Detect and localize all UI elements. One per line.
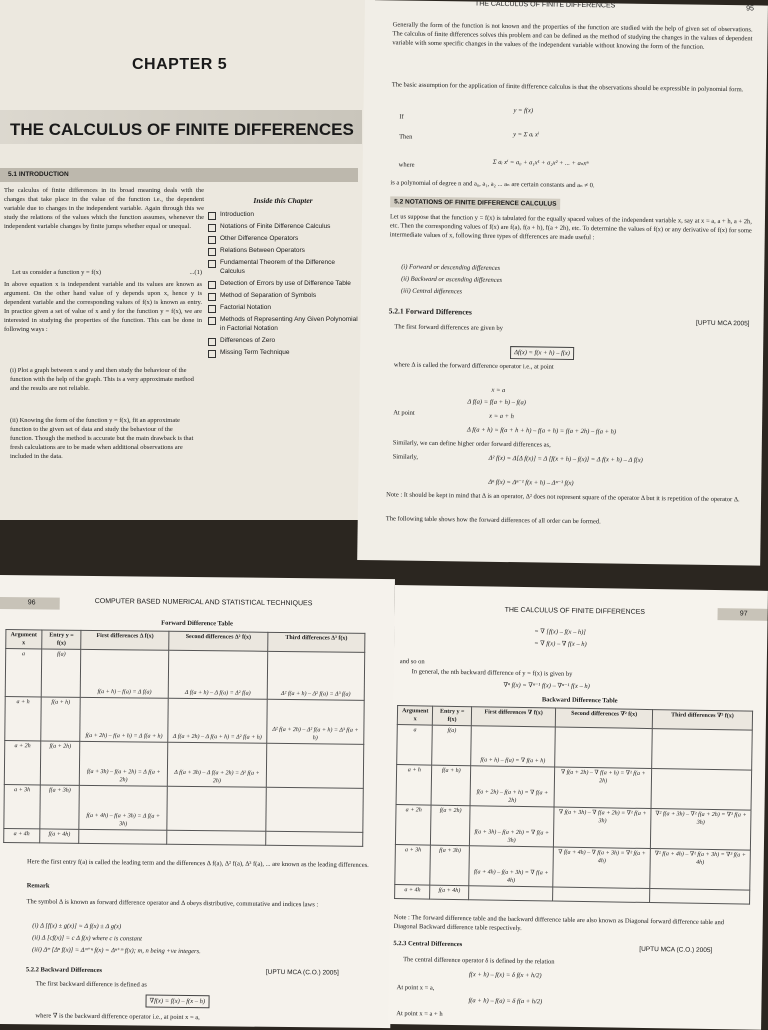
table-row <box>4 741 363 789</box>
third-diff-cell <box>650 889 750 905</box>
inside-chapter-title: Inside this Chapter <box>253 196 313 205</box>
remark-text: The symbol Δ is known as forward difference operator and Δ obeys distributive, commutative and indices laws : <box>26 898 319 909</box>
col-first-diff: First differences Δ f(x) <box>81 630 169 650</box>
col-second-diff: Second differences Δ² f(x) <box>169 631 268 651</box>
inside-item: Methods of Representing Any Given Polynomial in Factorial Notation <box>208 315 358 333</box>
first-diff-cell: f(a + 4h) – f(a + 3h) = Δ f(a + 3h) <box>79 785 167 830</box>
inside-chapter-list <box>208 210 358 357</box>
third-diff-cell <box>651 769 752 811</box>
note-paragraph: Note : It should be kept in mind that Δ is an operator, Δ² does not represent square of the operator Δ but it is repetition of the operator Δ. <box>386 491 740 504</box>
first-diff-cell: f(a + 3h) – f(a + 2h) = Δ f(a + 2h) <box>80 741 168 786</box>
forward-difference-table <box>3 629 365 847</box>
second-diff-cell: ∇ f(a + 3h) – ∇ f(a + 2h) = ∇² f(a + 3h) <box>554 807 651 849</box>
second-diff-cell <box>555 727 652 769</box>
if-label: If <box>399 113 404 121</box>
type-central: (iii) Central differences <box>400 287 463 296</box>
remark-heading: Remark <box>26 882 50 890</box>
table-row <box>5 649 364 701</box>
forward-definition: Δf(x) = f(x + h) – f(x) <box>510 346 574 360</box>
and-so-on: and so on <box>399 658 425 666</box>
inside-item: Relations Between Operators <box>208 246 358 255</box>
arg-cell: a + h <box>396 765 432 806</box>
line-2: = ∇ f(x) – ∇ f(x – h) <box>534 640 587 649</box>
inside-item: Factorial Notation <box>208 303 358 312</box>
forward-intro: The first forward differences are given by <box>394 323 504 332</box>
delta-f-a: Δ f(a) = f(a + h) – f(a) <box>467 398 526 407</box>
central-intro: The central difference operator δ is defined by the relation <box>403 956 555 966</box>
running-head: THE CALCULUS OF FINITE DIFFERENCES <box>474 0 616 10</box>
col-third-diff: Third differences ∇³ f(x) <box>652 710 752 731</box>
col-second-diff: Second differences ∇² f(x) <box>556 708 653 729</box>
law-1: (i) Δ [f(x) ± g(x)] = Δ f(x) ± Δ g(x) <box>32 922 122 931</box>
table-row <box>395 805 751 851</box>
line-1: = ∇ [f(x) – f(x – h)] <box>534 628 586 637</box>
arg-cell: a + 3h <box>4 785 40 829</box>
at-point-a: At point x = a, <box>396 984 435 992</box>
arg-cell: a <box>5 649 41 697</box>
general-text: In general, the nth backward difference of y = f(x) is given by <box>411 668 573 678</box>
following-paragraph: The following table shows how the forward differences of all order can be formed. <box>385 515 601 526</box>
inside-chapter-box <box>208 196 358 360</box>
arg-cell: a + 2h <box>4 741 40 785</box>
forward-table-title: Forward Difference Table <box>161 619 233 628</box>
nth-backward: ∇ⁿ f(x) = ∇ⁿ⁻¹ f(x) – ∇ⁿ⁻¹ f(x – h) <box>503 681 590 691</box>
arg-cell: a <box>397 725 433 766</box>
inside-item: Detection of Errors by use of Difference Table <box>208 279 358 288</box>
table-row <box>395 845 751 891</box>
third-diff-cell: Δ² f(a + 2h) – Δ² f(a + h) = Δ³ f(a + h) <box>267 699 364 744</box>
col-first-diff: First differences ∇ f(x) <box>471 707 556 727</box>
equation-1: y = f(x) <box>513 107 534 115</box>
type-forward: (i) Forward or descending differences <box>401 263 501 272</box>
second-diff-cell: Δ f(a + 3h) – Δ f(a + 2h) = Δ² f(a + 2h) <box>167 742 267 787</box>
col-argument: Argument x <box>397 706 433 726</box>
inside-item: Missing Term Technique <box>208 348 358 357</box>
arg-cell: a + 3h <box>395 845 431 886</box>
third-diff-cell: ∇² f(a + 3h) – ∇² f(a + 2h) = ∇³ f(a + 3h) <box>650 809 751 851</box>
above-paragraph: In above equation x is independent variable and its values are known as argument. On the other hand value of y depends upon x, hence y is dependent variable and the corresponding values of f(x) is known as entry. In practice given a set of value of x and y for the function y = f(x), we are interested in studying the properties of the function. This can be done in following ways : <box>4 281 202 333</box>
central-eq-1: f(x + h) – f(x) = δ f(x + h/2) <box>468 971 542 980</box>
page-95 <box>357 0 768 566</box>
x-equals-a: x = a <box>491 386 506 394</box>
backward-intro: The first backward difference is defined as <box>35 980 147 989</box>
where-label: where <box>398 161 415 169</box>
table-row <box>4 829 363 847</box>
running-head: THE CALCULUS OF FINITE DIFFERENCES <box>504 606 646 616</box>
entry-cell: f(a + 3h) <box>40 785 80 829</box>
function-line: Let us consider a function y = f(x) ...(1) <box>12 269 202 276</box>
first-diff-cell: f(a + h) – f(a) = Δ f(a) <box>81 649 169 698</box>
section-heading-5-2-3: 5.2.3 Central Differences <box>393 940 463 949</box>
backward-definition: ∇f(x) = f(x) – f(x – h) <box>145 995 209 1009</box>
arg-cell: a + 2h <box>395 805 431 846</box>
arg-cell: a + h <box>5 697 41 741</box>
entry-cell: f(a) <box>41 649 81 697</box>
section-heading-5-2: 5.2 NOTATIONS OF FINITE DIFFERENCE CALCULUS <box>390 196 560 209</box>
running-head: COMPUTER BASED NUMERICAL AND STATISTICAL TECHNIQUES <box>94 597 313 608</box>
type-backward: (ii) Backward or ascending differences <box>401 275 503 284</box>
inside-item: Notations of Finite Difference Calculus <box>208 222 358 231</box>
inside-item: Other Difference Operators <box>208 234 358 243</box>
entry-cell: f(a + h) <box>41 697 81 741</box>
arg-cell: a + 4h <box>4 829 40 843</box>
at-point-a-plus-h: At point x = a + h <box>396 1010 443 1018</box>
way-2: (ii) Knowing the form of the function y = f(x), fit an approximate function to the given set of data and study the behaviour of the function. Though the method is accurate but the main drawback is that fresh calculations are to be made when additional observations are included in the data. <box>10 417 194 460</box>
col-entry: Entry y = f(x) <box>42 630 82 649</box>
table-row <box>397 725 753 771</box>
law-2: (ii) Δ [cf(x)] = c Δ f(x) where c is constant <box>32 934 142 943</box>
delta-squared: Δ² f(x) = Δ[Δ f(x)] = Δ [f(x + h) – f(x)] = Δ f(x + h) – Δ f(x) <box>488 454 643 464</box>
first-diff-cell: f(a + 3h) – f(a + 2h) = ∇ f(a + 3h) <box>469 806 554 847</box>
chapter-opening-page <box>0 0 375 520</box>
forward-where: where Δ is called the forward difference operator i.e., at point <box>393 361 554 371</box>
section-5-2-paragraph: Let us suppose that the function y = f(x) is tabulated for the equally spaced values of the independent variable x, say at x = a, a + h, a + 2h, etc. Then the corresponding values of f(x) are f(a), f(a + h), f(a + 2h), etc. To determine the values of f(x) or any derivative of f(x) for some intermediate values of x, following three types of differences are made useful : <box>389 213 752 242</box>
table-row <box>396 765 752 811</box>
section-heading-5-1: 5.1 INTRODUCTION <box>8 171 69 178</box>
entry-cell: f(a) <box>432 725 471 766</box>
intro-paragraph: Generally the form of the function is not known and the properties of the function are studied with the help of given set of observations. The calculus of finite differences solves this problem and can be defined as the method of studying the changes in the values of dependent variable with some specific changes in the values of the independent variable without knowing the form of the function. <box>392 21 753 51</box>
second-diff-cell: Δ f(a + h) – Δ f(a) = Δ² f(a) <box>168 650 268 699</box>
first-diff-cell <box>468 886 553 901</box>
second-diff-cell <box>167 830 266 845</box>
central-eq-2: f(a + h) – f(a) = δ f(a + h/2) <box>468 997 543 1006</box>
equation-2: y = Σ aᵢ xⁱ <box>513 131 540 139</box>
entry-cell: f(a + 2h) <box>40 741 80 785</box>
backward-table-title: Backward Difference Table <box>541 696 618 705</box>
third-diff-cell <box>266 787 363 832</box>
page-number: 97 <box>739 610 748 618</box>
page-number: 95 <box>746 5 754 13</box>
at-point-label: At point <box>393 409 415 417</box>
page-97 <box>388 585 768 1030</box>
entry-cell: f(a + 4h) <box>39 829 79 843</box>
col-entry: Entry y = f(x) <box>433 706 472 726</box>
second-diff-cell: Δ f(a + 2h) – Δ f(a + h) = Δ² f(a + h) <box>168 698 268 743</box>
third-diff-cell <box>266 743 363 788</box>
section-heading-5-2-1: 5.2.1 Forward Differences <box>388 306 472 317</box>
delta-n: Δⁿ f(x) = Δⁿ⁻¹ f(x + h) – Δⁿ⁻¹ f(x) <box>488 478 574 487</box>
table-row <box>4 785 363 833</box>
third-diff-cell <box>652 729 753 771</box>
arg-cell: a + 4h <box>395 885 431 900</box>
chapter-title: THE CALCULUS OF FINITE DIFFERENCES <box>10 120 354 139</box>
inside-item: Differences of Zero <box>208 336 358 345</box>
note-paragraph: Note : The forward difference table and the backward difference table are also known as Diagonal forward difference table and Diagonal Backward difference table respectively. <box>393 914 725 933</box>
assumption-paragraph: The basic assumption for the application of finite difference calculus is that the observations should be expressible in polynomial form. <box>391 81 744 94</box>
inside-item: Fundamental Theorem of the Difference Calculus <box>208 258 358 276</box>
second-diff-cell: ∇ f(a + 2h) – ∇ f(a + h) = ∇² f(a + 2h) <box>554 767 651 809</box>
way-1: (i) Plot a graph between x and y and then study the behaviour of the function with the help of the graph. This is a very approximate method and the results are not reliable. <box>10 367 194 392</box>
similarly-text: Similarly, we can define higher order forward differences as, <box>392 439 551 449</box>
x-equals-a-plus-h: x = a + h <box>489 412 514 421</box>
second-diff-cell <box>553 887 650 903</box>
inside-item: Method of Separation of Symbols <box>208 291 358 300</box>
col-argument: Argument x <box>6 630 42 649</box>
first-diff-cell: f(a + 4h) – f(a + 3h) = ∇ f(a + 4h) <box>469 846 554 887</box>
entry-cell: f(a + h) <box>432 765 471 806</box>
leading-term-paragraph: Here the first entry f(a) is called the leading term and the differences Δ f(a), Δ² f(a), Δ³ f(a), ... are known as the leading differences. <box>26 858 369 869</box>
table-row <box>5 697 364 745</box>
backward-where: where ∇ is the backward difference operator i.e., at point x = a, <box>35 1012 200 1022</box>
uptu-reference: [UPTU MCA (C.O.) 2005] <box>639 945 713 955</box>
entry-cell: f(a + 4h) <box>430 885 469 900</box>
delta-f-a-plus-h: Δ f(a + h) = f(a + h + h) – f(a + h) = f(a + 2h) – f(a + h) <box>466 426 617 436</box>
similarly-label: Similarly, <box>392 453 419 461</box>
third-diff-cell: ∇² f(a + 4h) – ∇² f(a + 3h) = ∇³ f(a + 4h) <box>650 849 751 891</box>
first-diff-cell: f(a + h) – f(a) = ∇ f(a + h) <box>471 726 556 767</box>
page-96 <box>0 575 395 1028</box>
uptu-reference: [UPTU MCA (C.O.) 2005] <box>265 968 339 977</box>
page-number: 96 <box>27 599 36 607</box>
entry-cell: f(a + 2h) <box>431 805 470 846</box>
entry-cell: f(a + 3h) <box>430 845 469 886</box>
first-diff-cell: f(a + 2h) – f(a + h) = Δ f(a + h) <box>80 697 168 742</box>
equation-3: Σ aᵢ xⁱ = a₀ + a₁x¹ + a₂x² + ... + aₙxⁿ <box>492 158 589 168</box>
intro-paragraph: The calculus of finite differences in its broad meaning deals with the changes that take place in the value of the function i.e., the dependent variable due to changes in the independent variable. Again through this we study the relations of the values which the function assumes, whenever the independent variable changes by finite jumps whether equal or unequal. <box>4 187 204 230</box>
inside-item: Introduction <box>208 210 358 219</box>
uptu-reference: [UPTU MCA 2005] <box>696 319 750 328</box>
col-third-diff: Third differences Δ³ f(x) <box>268 632 365 652</box>
then-label: Then <box>399 133 413 141</box>
third-diff-cell: Δ² f(a + h) – Δ² f(a) = Δ³ f(a) <box>267 651 364 700</box>
second-diff-cell <box>167 786 267 831</box>
section-heading-5-2-2: 5.2.2 Backward Differences <box>25 966 102 975</box>
third-diff-cell <box>266 831 363 846</box>
backward-difference-table <box>394 705 753 905</box>
first-diff-cell: f(a + 2h) – f(a + h) = ∇ f(a + 2h) <box>470 766 555 807</box>
chapter-number: CHAPTER 5 <box>132 56 228 73</box>
first-diff-cell <box>79 829 167 844</box>
polynomial-note: is a polynomial of degree n and a₀, a₁, a₂ ... aₙ are certain constants and aₙ ≠ 0. <box>390 179 595 190</box>
second-diff-cell: ∇ f(a + 4h) – ∇ f(a + 3h) = ∇² f(a + 4h) <box>553 847 650 889</box>
law-3: (iii) Δᵐ [Δⁿ f(x)] = Δᵐ⁺ⁿ f(x) = Δⁿ⁺ᵐ f(x); m, n being +ve integers. <box>32 946 201 956</box>
